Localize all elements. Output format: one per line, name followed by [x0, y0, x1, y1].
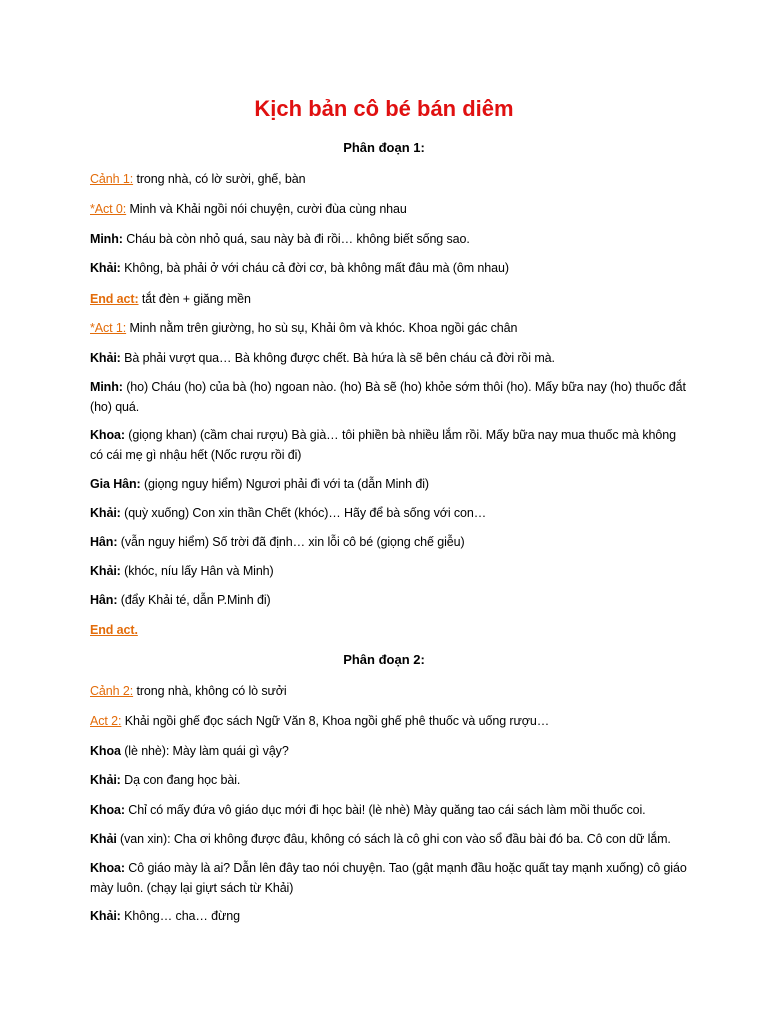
line-text: Minh nằm trên giường, ho sù sụ, Khải ôm và khóc. Khoa ngồi gác chân: [126, 321, 518, 335]
line-text: (ho) Cháu (ho) của bà (ho) ngoan nào. (ho) Bà sẽ (ho) khỏe sớm thôi (ho). Mấy bữa nay (ho) thuốc đắt (ho) quá.: [90, 380, 686, 414]
dialogue-line: [90, 229, 690, 249]
line-text: tắt đèn + giăng mền: [138, 292, 251, 306]
line-text: (khóc, níu lấy Hân và Minh): [120, 564, 274, 578]
end-act-label: End act:: [90, 292, 139, 306]
act-label: *Act 0:: [90, 202, 127, 216]
dialogue-line: [90, 425, 690, 465]
act-1-line: [90, 318, 690, 338]
speaker-label: Hân:: [90, 535, 118, 549]
dialogue-line: [90, 474, 690, 494]
speaker-label: Khoa:: [90, 428, 125, 442]
speaker-label: Gia Hân:: [90, 477, 141, 491]
line-text: Dạ con đang học bài.: [120, 773, 241, 787]
line-text: (giọng nguy hiểm) Ngươi phải đi với ta (dẫn Minh đi): [140, 477, 429, 491]
dialogue-line: [90, 906, 690, 926]
speaker-label: Khải: [90, 832, 117, 846]
act-0-line: [90, 199, 690, 219]
section-heading-2: Phân đoạn 2:: [343, 652, 425, 667]
line-text: (đẩy Khải té, dẫn P.Minh đi): [117, 593, 271, 607]
speaker-label: Khải:: [90, 261, 121, 275]
scene-label: Cảnh 1:: [90, 172, 134, 186]
scene-2-line: [90, 681, 690, 701]
end-act-label: End act.: [90, 623, 138, 637]
line-text: trong nhà, không có lò sưởi: [133, 684, 287, 698]
line-text: Cháu bà còn nhỏ quá, sau này bà đi rồi… không biết sống sao.: [122, 232, 470, 246]
line-text: (lè nhè): Mày làm quái gì vậy?: [120, 744, 289, 758]
dialogue-line: [90, 590, 690, 610]
dialogue-line: [90, 858, 690, 898]
speaker-label: Khải:: [90, 351, 121, 365]
dialogue-line: [90, 800, 690, 820]
speaker-label: Khoa:: [90, 803, 125, 817]
speaker-label: Khải:: [90, 564, 121, 578]
line-text: (van xin): Cha ơi không được đâu, không có sách là cô ghi con vào sổ đầu bài đó ba. Cô con dữ lắm.: [116, 832, 671, 846]
speaker-label: Khải:: [90, 773, 121, 787]
act-label: Act 2:: [90, 714, 122, 728]
line-text: Cô giáo mày là ai? Dẫn lên đây tao nói chuyện. Tao (gật mạnh đầu hoặc quất tay mạnh xuống) cô giáo mày luôn. (chạy lại giựt sách từ Khải): [90, 861, 687, 895]
speaker-label: Minh:: [90, 232, 123, 246]
line-text: (quỳ xuống) Con xin thần Chết (khóc)… Hãy để bà sống với con…: [120, 506, 487, 520]
line-text: (vẫn nguy hiểm) Số trời đã định… xin lỗi cô bé (giọng chế giễu): [117, 535, 465, 549]
line-text: Khải ngồi ghế đọc sách Ngữ Văn 8, Khoa ngồi ghế phê thuốc và uống rượu…: [121, 714, 550, 728]
section-heading-1: Phân đoạn 1:: [343, 140, 425, 155]
line-text: Không, bà phải ở với cháu cả đời cơ, bà không mất đâu mà (ôm nhau): [120, 261, 509, 275]
speaker-label: Minh:: [90, 380, 123, 394]
act-2-line: [90, 711, 690, 731]
end-act-line: [90, 620, 690, 640]
dialogue-line: [90, 377, 690, 417]
dialogue-line: [90, 561, 690, 581]
line-text: trong nhà, có lờ sười, ghế, bàn: [133, 172, 306, 186]
scene-label: Cảnh 2:: [90, 684, 134, 698]
speaker-label: Hân:: [90, 593, 118, 607]
dialogue-line: [90, 741, 690, 761]
dialogue-line: [90, 829, 690, 849]
dialogue-line: [90, 503, 690, 523]
dialogue-line: [90, 258, 690, 278]
end-act-line: [90, 289, 690, 309]
speaker-label: Khoa: [90, 744, 121, 758]
document-title: Kịch bản cô bé bán diêm: [254, 96, 514, 121]
dialogue-line: [90, 770, 690, 790]
line-text: (giọng khan) (cầm chai rượu) Bà già… tôi phiền bà nhiều lắm rồi. Mấy bữa nay mua thuốc mà không có cái mẹ gì nhậu hết (Nốc rượu rồi đi): [90, 428, 676, 462]
line-text: Không… cha… đừng: [120, 909, 241, 923]
line-text: Chỉ có mấy đứa vô giáo dục mới đi học bài! (lè nhè) Mày quăng tao cái sách làm mồi thuốc coi.: [124, 803, 646, 817]
dialogue-line: [90, 532, 690, 552]
dialogue-line: [90, 348, 690, 368]
speaker-label: Khải:: [90, 909, 121, 923]
act-label: *Act 1:: [90, 321, 127, 335]
scene-1-line: [90, 169, 690, 189]
speaker-label: Khoa:: [90, 861, 125, 875]
speaker-label: Khải:: [90, 506, 121, 520]
line-text: Bà phải vượt qua… Bà không được chết. Bà hứa là sẽ bên cháu cả đời rồi mà.: [120, 351, 555, 365]
line-text: Minh và Khải ngồi nói chuyện, cười đùa cùng nhau: [126, 202, 407, 216]
